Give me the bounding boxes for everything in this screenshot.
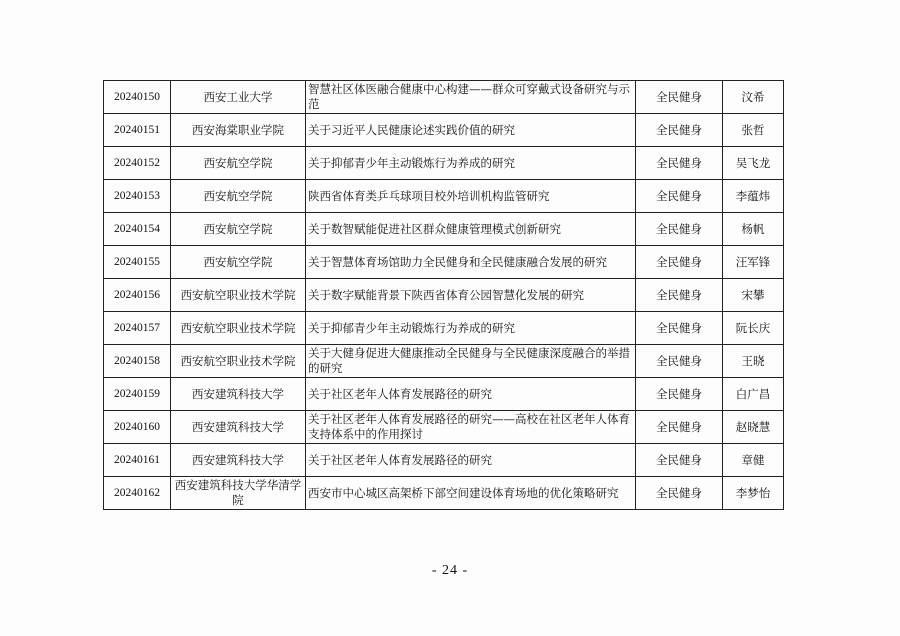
table-row: [104, 114, 784, 147]
table-row: [104, 147, 784, 180]
category-cell: 全民健身: [636, 312, 723, 345]
person-cell: 杨帆: [723, 213, 784, 246]
table-row: [104, 312, 784, 345]
table-row: [104, 378, 784, 411]
person-cell: 章健: [723, 444, 784, 477]
project-id-cell: 20240156: [104, 279, 171, 312]
category-cell: 全民健身: [636, 279, 723, 312]
category-cell: 全民健身: [636, 378, 723, 411]
project-id-cell: 20240155: [104, 246, 171, 279]
school-cell: 西安建筑科技大学: [171, 444, 306, 477]
project-id-cell: 20240160: [104, 411, 171, 444]
category-cell: 全民健身: [636, 411, 723, 444]
person-cell: 李梦怡: [723, 477, 784, 510]
project-id-cell: 20240150: [104, 81, 171, 114]
category-cell: 全民健身: [636, 246, 723, 279]
school-cell: 西安建筑科技大学: [171, 411, 306, 444]
project-title-cell: 关于习近平人民健康论述实践价值的研究: [306, 114, 636, 147]
person-cell: 汪军锋: [723, 246, 784, 279]
project-table-body: [104, 81, 784, 510]
table-row: [104, 246, 784, 279]
school-cell: 西安建筑科技大学华清学院: [171, 477, 306, 510]
project-title-cell: 关于数字赋能背景下陕西省体育公园智慧化发展的研究: [306, 279, 636, 312]
category-cell: 全民健身: [636, 81, 723, 114]
person-cell: 汶希: [723, 81, 784, 114]
person-cell: 吴飞龙: [723, 147, 784, 180]
school-cell: 西安工业大学: [171, 81, 306, 114]
project-title-cell: 关于数智赋能促进社区群众健康管理模式创新研究: [306, 213, 636, 246]
table-row: [104, 345, 784, 378]
category-cell: 全民健身: [636, 147, 723, 180]
project-title-cell: 关于抑郁青少年主动锻炼行为养成的研究: [306, 312, 636, 345]
person-cell: 王晓: [723, 345, 784, 378]
project-title-cell: 关于智慧体育场馆助力全民健身和全民健康融合发展的研究: [306, 246, 636, 279]
project-title-cell: 陕西省体育类乒乓球项目校外培训机构监管研究: [306, 180, 636, 213]
project-title-cell: 西安市中心城区高架桥下部空间建设体育场地的优化策略研究: [306, 477, 636, 510]
school-cell: 西安航空学院: [171, 213, 306, 246]
person-cell: 宋攀: [723, 279, 784, 312]
category-cell: 全民健身: [636, 114, 723, 147]
project-title-cell: 关于社区老年人体育发展路径的研究——高校在社区老年人体育支持体系中的作用探讨: [306, 411, 636, 444]
person-cell: 白广昌: [723, 378, 784, 411]
project-id-cell: 20240153: [104, 180, 171, 213]
table-row: [104, 444, 784, 477]
school-cell: 西安航空学院: [171, 147, 306, 180]
category-cell: 全民健身: [636, 213, 723, 246]
person-cell: 李蕴炜: [723, 180, 784, 213]
category-cell: 全民健身: [636, 180, 723, 213]
person-cell: 张哲: [723, 114, 784, 147]
project-id-cell: 20240158: [104, 345, 171, 378]
person-cell: 赵晓慧: [723, 411, 784, 444]
category-cell: 全民健身: [636, 444, 723, 477]
table-row: [104, 279, 784, 312]
project-title-cell: 关于社区老年人体育发展路径的研究: [306, 444, 636, 477]
table-row: [104, 81, 784, 114]
project-table: [103, 80, 784, 510]
project-id-cell: 20240159: [104, 378, 171, 411]
table-row: [104, 213, 784, 246]
project-id-cell: 20240152: [104, 147, 171, 180]
category-cell: 全民健身: [636, 477, 723, 510]
project-id-cell: 20240161: [104, 444, 171, 477]
page-number: - 24 -: [431, 563, 469, 578]
school-cell: 西安航空学院: [171, 246, 306, 279]
table-row: [104, 411, 784, 444]
school-cell: 西安建筑科技大学: [171, 378, 306, 411]
school-cell: 西安航空职业技术学院: [171, 345, 306, 378]
school-cell: 西安航空职业技术学院: [171, 312, 306, 345]
table-row: [104, 477, 784, 510]
project-id-cell: 20240154: [104, 213, 171, 246]
project-id-cell: 20240151: [104, 114, 171, 147]
project-id-cell: 20240162: [104, 477, 171, 510]
project-title-cell: 关于社区老年人体育发展路径的研究: [306, 378, 636, 411]
project-title-cell: 关于抑郁青少年主动锻炼行为养成的研究: [306, 147, 636, 180]
school-cell: 西安航空职业技术学院: [171, 279, 306, 312]
person-cell: 阮长庆: [723, 312, 784, 345]
project-id-cell: 20240157: [104, 312, 171, 345]
school-cell: 西安航空学院: [171, 180, 306, 213]
school-cell: 西安海棠职业学院: [171, 114, 306, 147]
project-title-cell: 关于大健身促进大健康推动全民健身与全民健康深度融合的举措的研究: [306, 345, 636, 378]
table-row: [104, 180, 784, 213]
category-cell: 全民健身: [636, 345, 723, 378]
project-title-cell: 智慧社区体医融合健康中心构建——群众可穿戴式设备研究与示范: [306, 81, 636, 114]
